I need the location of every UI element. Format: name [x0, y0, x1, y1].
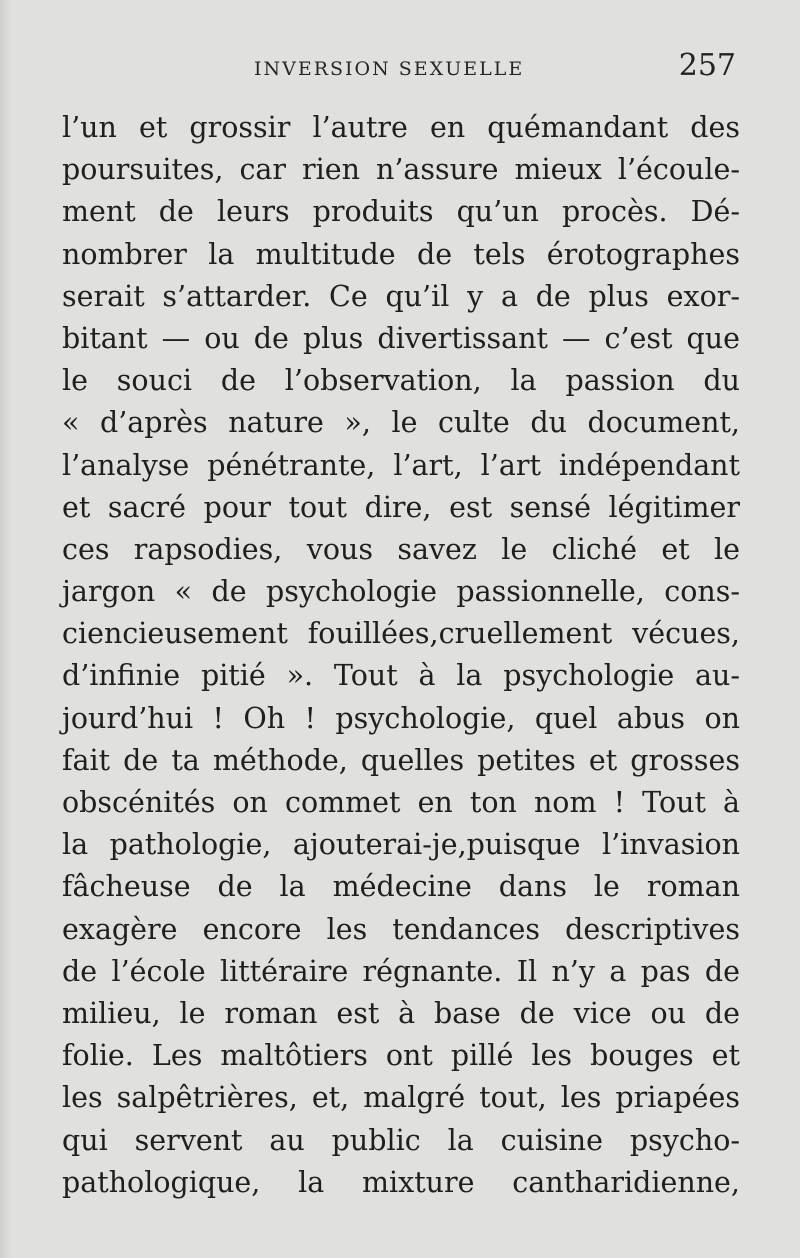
text-line: l’analyse pénétrante, l’art, l’art indépendant [62, 448, 740, 482]
text-line: fâcheuse de la médecine dans le roman [62, 870, 740, 904]
text-line: pathologique, la mixture cantharidienne, [62, 1165, 740, 1199]
text-line: ciencieusement fouillées,cruellement vécues, [62, 617, 740, 651]
text-line: l’un et grossir l’autre en quémandant des [62, 111, 740, 144]
text-line: jargon « de psychologie passionnelle, cons- [62, 575, 740, 609]
text-line: le souci de l’observation, la passion du [62, 364, 740, 398]
text-line: folie. Les maltôtiers ont pillé les bouges et [62, 1039, 740, 1073]
text-line: poursuites, car rien n’assure mieux l’écoule- [62, 153, 740, 187]
body-text [62, 107, 740, 1204]
text-line: qui servent au public la cuisine psycho- [62, 1123, 740, 1157]
text-line: et sacré pour tout dire, est sensé légitimer [62, 490, 740, 524]
text-line: exagère encore les tendances descriptives [62, 912, 740, 946]
text-line: milieu, le roman est à base de vice ou de [62, 996, 740, 1030]
text-line: ces rapsodies, vous savez le cliché et le [62, 532, 740, 566]
text-line: la pathologie, ajouterai-je,puisque l’invasion [62, 828, 740, 862]
text-line: d’infinie pitié ». Tout à la psychologie au- [62, 659, 740, 693]
text-line: fait de ta méthode, quelles petites et grosses [62, 743, 740, 777]
text-line: de l’école littéraire régnante. Il n’y a pas de [62, 954, 740, 988]
page-header [62, 48, 740, 88]
page-number: 257 [678, 48, 736, 83]
text-line: bitant — ou de plus divertissant — c’est que [62, 321, 740, 355]
text-line: les salpêtrières, et, malgré tout, les priapées [62, 1081, 740, 1115]
page-edge-shadow [0, 0, 12, 1258]
text-line: « d’après nature », le culte du document, [62, 406, 740, 440]
text-line: jourd’hui ! Oh ! psychologie, quel abus on [62, 701, 740, 735]
text-line: ment de leurs produits qu’un procès. Dé- [62, 195, 740, 229]
running-title: INVERSION SEXUELLE [254, 58, 525, 80]
text-line: obscénités on commet en ton nom ! Tout à [62, 786, 740, 819]
text-line: nombrer la multitude de tels érotographes [62, 237, 740, 271]
text-line: serait s’attarder. Ce qu’il y a de plus exor- [62, 279, 740, 313]
